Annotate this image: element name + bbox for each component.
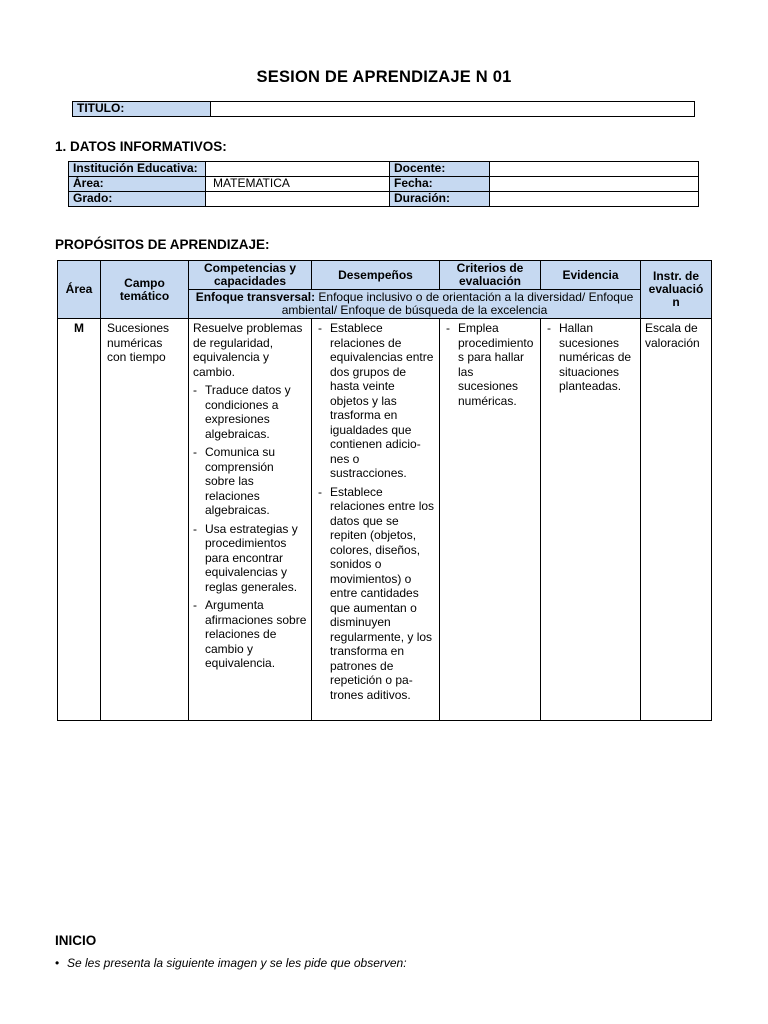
- docente-value: [490, 162, 699, 177]
- duracion-value: [490, 192, 699, 207]
- grado-value: [206, 192, 390, 207]
- document-title: SESION DE APRENDIZAJE N 01: [256, 68, 512, 86]
- grado-label: Grado:: [69, 192, 206, 207]
- enfoque-label: Enfoque transversal:: [195, 290, 316, 304]
- capacidad-item: - Usa estrategias y procedimientos para encontrar equivalencias y reglas generales.: [193, 522, 307, 595]
- cell-area: M: [58, 319, 101, 721]
- capacidad-item: - Traduce datos y condiciones a expresiones algebraicas.: [193, 383, 307, 441]
- competencia-text: Resuelve problemas de regularidad, equivalencia y cambio.: [193, 321, 303, 379]
- fecha-label: Fecha:: [390, 177, 490, 192]
- docente-label: Docente:: [390, 162, 490, 177]
- duracion-label: Duración:: [390, 192, 490, 207]
- capacidad-item: - Argumenta afirmaciones sobre relaciones de cambio y equivalencia.: [193, 598, 307, 671]
- cell-instrumento: Escala de valoración: [641, 319, 712, 721]
- header-desempenos: Desempeños: [312, 261, 440, 290]
- bullet-icon: •: [55, 956, 60, 970]
- header-competencias: Competencias y capacidades: [189, 261, 312, 290]
- section-propositos: PROPÓSITOS DE APRENDIZAJE:: [55, 237, 270, 252]
- propositos-table: [57, 260, 712, 721]
- criterios-list: [446, 321, 536, 408]
- criterio-item: - Emplea procedimiento s para hallar las sucesiones numéricas.: [446, 321, 536, 408]
- cell-campo-tematico: Sucesiones numéricas con tiempo: [101, 319, 189, 721]
- titulo-table: [72, 101, 695, 117]
- titulo-value: [211, 102, 695, 117]
- cell-criterios: [440, 319, 541, 721]
- titulo-label: TITULO:: [73, 102, 211, 117]
- datos-informativos-table: [68, 161, 699, 207]
- evidencia-list: [547, 321, 636, 394]
- cell-competencias: [189, 319, 312, 721]
- desempeno-item: - Establece relaciones entre los datos que se repiten (objetos, colores, diseños, sonidos o movimientos) o entre cantidades que aumentan o disminuyen regularmente, y los transforma en patrones de repetición o pa-trones aditivos.: [318, 485, 435, 703]
- inicio-bullet: [55, 956, 407, 970]
- institucion-value: [206, 162, 390, 177]
- header-area: Área: [58, 261, 101, 319]
- inicio-bullet-text: Se les presenta la siguiente imagen y se les pide que observen:: [67, 956, 407, 970]
- enfoque-transversal: [189, 290, 641, 319]
- section-inicio: INICIO: [55, 933, 97, 948]
- header-evidencia: Evidencia: [541, 261, 641, 290]
- fecha-value: [490, 177, 699, 192]
- evidencia-item: - Hallan sucesiones numéricas de situaciones planteadas.: [547, 321, 636, 394]
- header-instrumento: Instr. de evaluació n: [641, 261, 712, 319]
- area-value: MATEMATICA: [206, 177, 390, 192]
- header-criterios: Criterios de evaluación: [440, 261, 541, 290]
- cell-desempenos: [312, 319, 440, 721]
- enfoque-text: Enfoque inclusivo o de orientación a la diversidad/ Enfoque ambiental/ Enfoque de búsqueda de la excelencia: [281, 290, 634, 317]
- header-campo-tematico: Campo temático: [101, 261, 189, 319]
- institucion-label: Institución Educativa:: [69, 162, 206, 177]
- capacidad-item: - Comunica su comprensión sobre las relaciones algebraicas.: [193, 445, 307, 518]
- section-datos-informativos: 1. DATOS INFORMATIVOS:: [55, 139, 227, 154]
- desempeno-item: - Establece relaciones de equivalencias entre dos grupos de hasta veinte objetos y las trasforma en igualdades que contienen adicio-nes o sustracciones.: [318, 321, 435, 481]
- cell-evidencia: [541, 319, 641, 721]
- capacidades-list: [193, 383, 307, 671]
- area-label: Área:: [69, 177, 206, 192]
- desempenos-list: [318, 321, 435, 702]
